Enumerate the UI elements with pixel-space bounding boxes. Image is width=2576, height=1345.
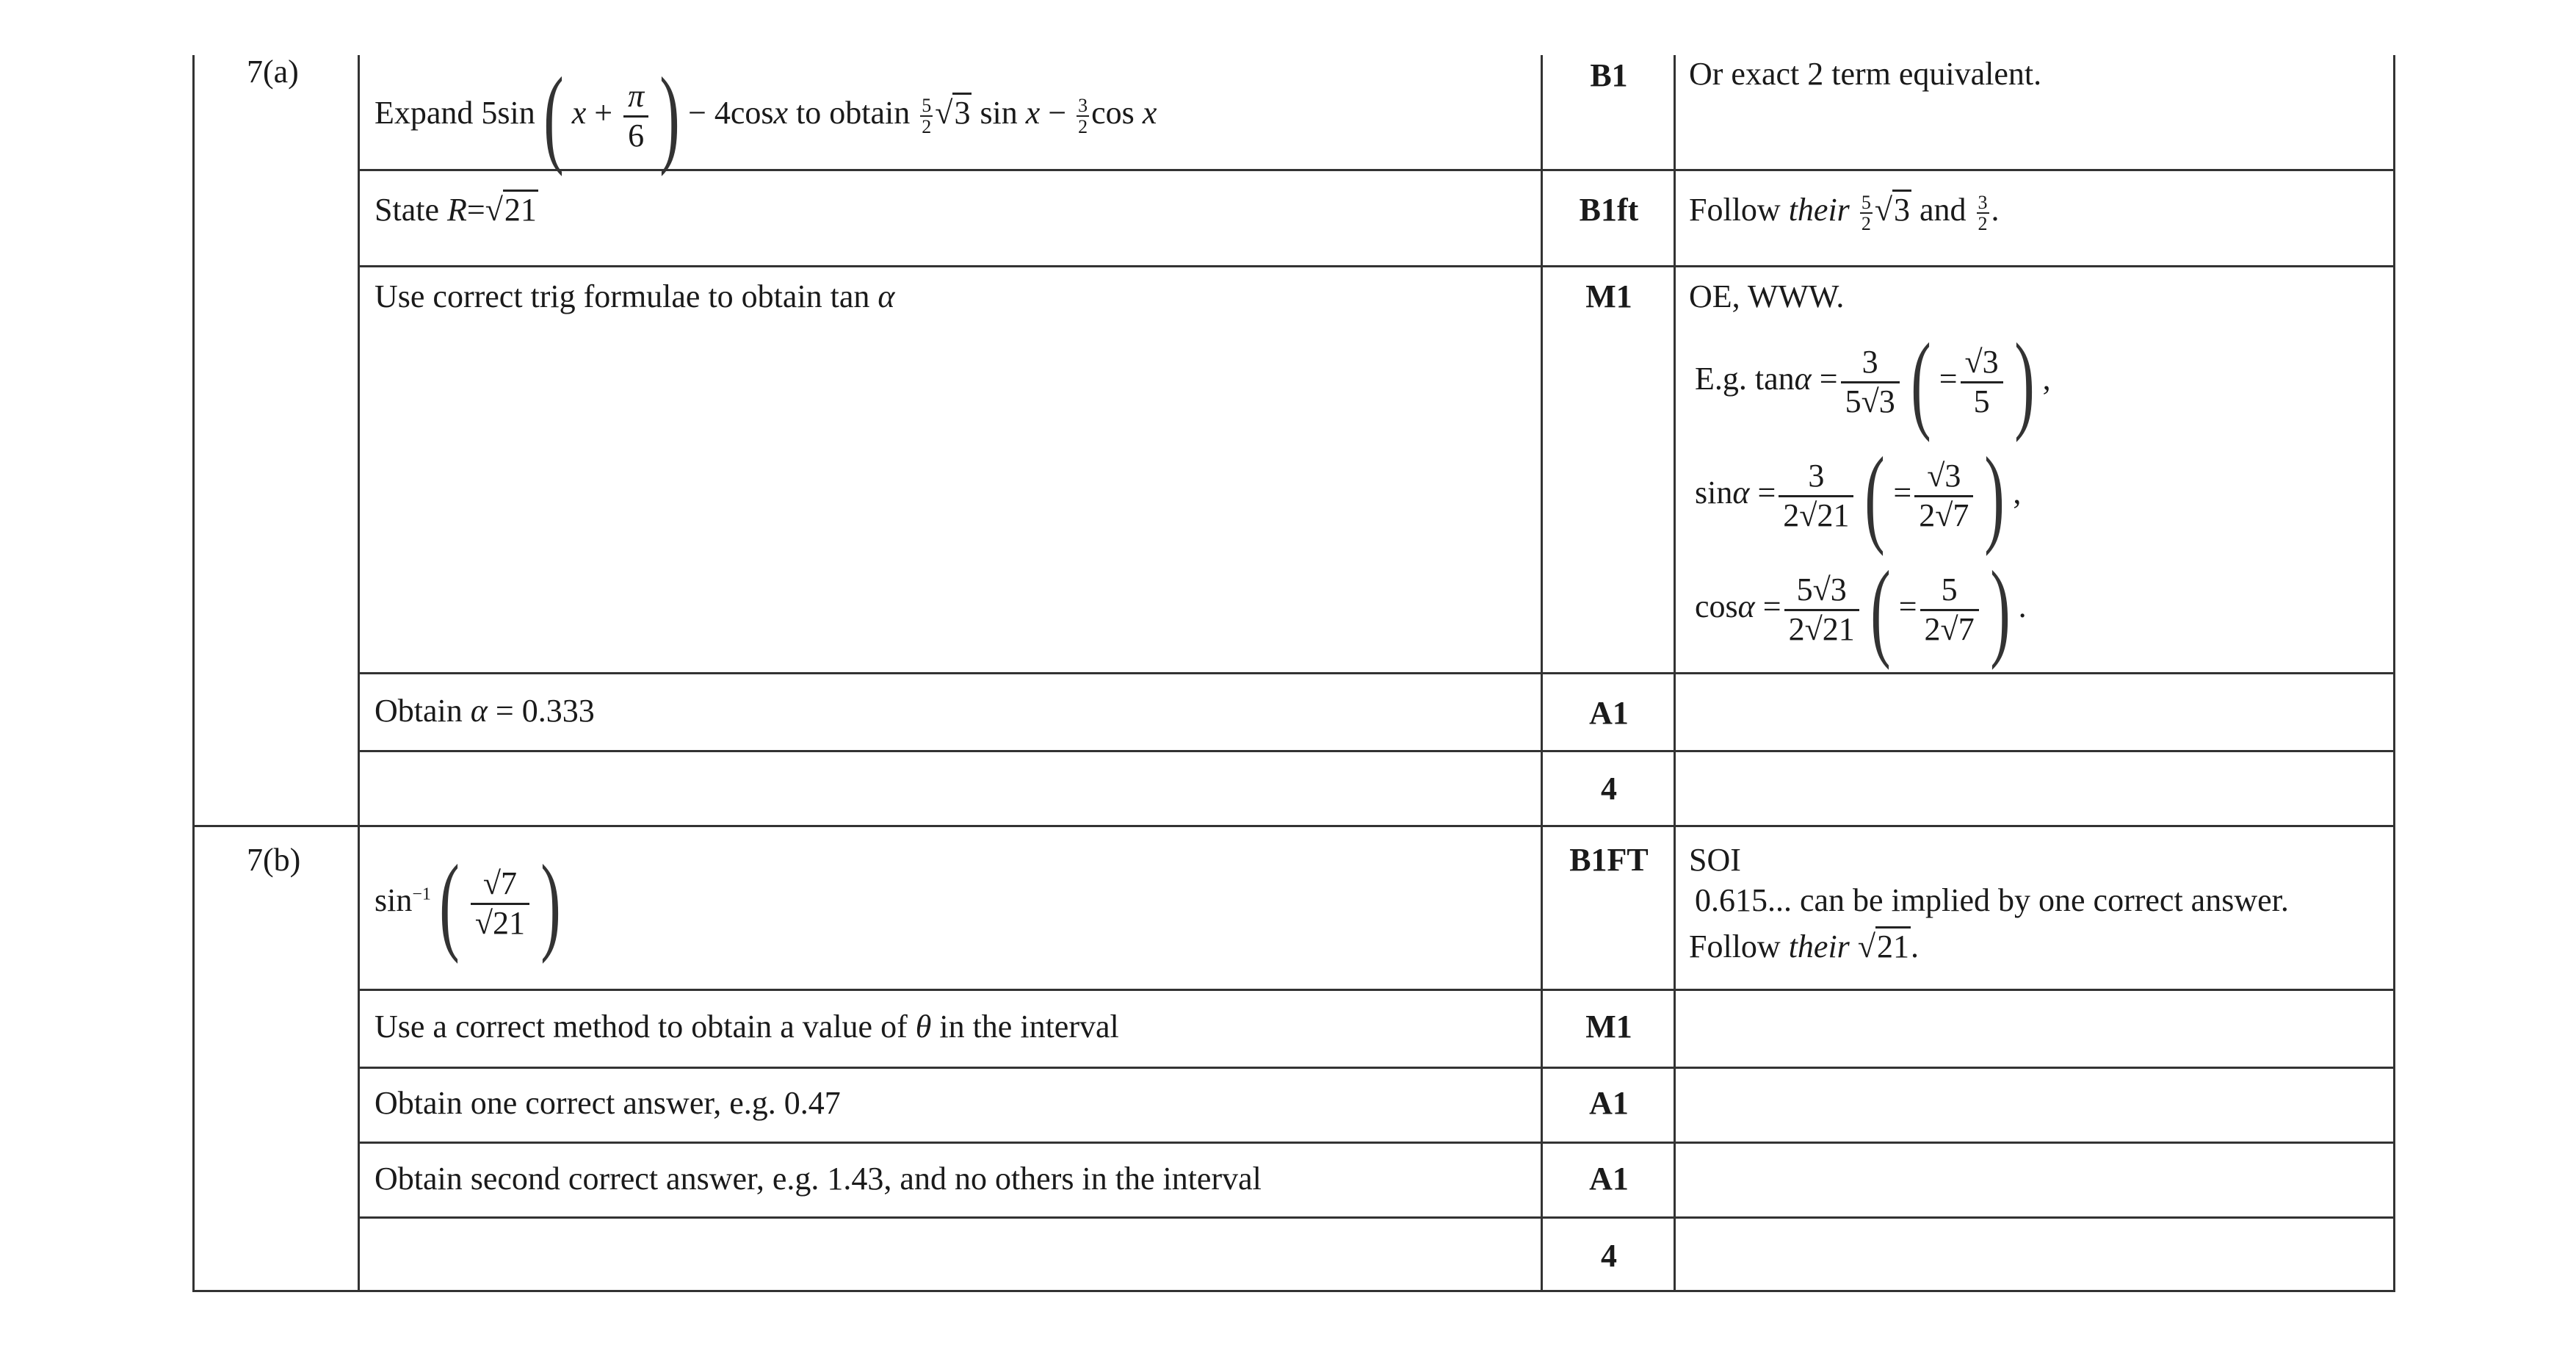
- mark-b1ft: B1ft: [1579, 192, 1639, 228]
- guidance-oe: OE, WWW.: [1689, 278, 1845, 314]
- guidance-follow: Follow their √21.: [1689, 928, 1919, 965]
- answer-second-correct: Obtain second correct answer, e.g. 1.43, and no others in the interval: [375, 1161, 1262, 1197]
- answer-method-theta: Use a correct method to obtain a value of θ in the interval: [375, 1009, 1119, 1045]
- question-number: 7(a): [247, 54, 299, 90]
- answer-arcsin: $\sin^{-1}$( $\frac{√7}{√21}$ ): [375, 843, 561, 964]
- guidance-sin: sinα = $\frac{3}{2√21}$ ( = $\frac{√3}{2√7}$ ) ,: [1695, 435, 2022, 557]
- guidance-implied: 0.615... can be implied by one correct answer.: [1695, 882, 2289, 918]
- guidance-cos: cosα = $\frac{5√3}{2√21}$ ( = $\frac{5}{2√7}$ ) .: [1695, 549, 2027, 671]
- answer-state-r: State R=√21: [375, 191, 538, 228]
- mark-a1: A1: [1589, 1161, 1629, 1197]
- row-divider: [358, 1216, 2395, 1219]
- answer-expand: Expand 5sin( x + $\frac{\pi}{6}$ ) − 4cosx to obtain $\frac{5}{2}$ √3 sin x − $\frac{3}{2}$ cos x: [375, 55, 1157, 177]
- answer-trig-formulae: Use correct trig formulae to obtain tan α: [375, 278, 895, 314]
- mark-total: 4: [1601, 1238, 1617, 1274]
- question-number: 7(b): [247, 842, 301, 878]
- mark-scheme-table: [192, 55, 2393, 1292]
- table-border-bottom: [192, 1290, 2395, 1292]
- answer-obtain-alpha: Obtain α = 0.333: [375, 693, 595, 729]
- row-divider: [358, 672, 2395, 674]
- row-divider: [358, 989, 2395, 991]
- question-divider: [192, 825, 2395, 827]
- mark-total: 4: [1601, 771, 1617, 807]
- guidance-soi: SOI: [1689, 842, 1741, 878]
- mark-a1: A1: [1589, 1085, 1629, 1121]
- row-divider: [358, 1067, 2395, 1069]
- mark-m1: M1: [1585, 1009, 1632, 1045]
- answer-first-correct: Obtain one correct answer, e.g. 0.47: [375, 1085, 841, 1121]
- table-border-left: [192, 55, 195, 1292]
- mark-b1: B1: [1590, 57, 1628, 93]
- row-divider: [358, 1142, 2395, 1144]
- guidance-tan: E.g. tanα = $\frac{3}{5√3}$ ( = $\frac{√3}{5}$ ) ,: [1695, 321, 2051, 443]
- mark-a1: A1: [1589, 695, 1629, 731]
- guidance-follow: Follow their $\frac{5}{2}$ √3 and $\frac{3}{2}$ .: [1689, 191, 2000, 234]
- row-divider: [358, 265, 2395, 267]
- guidance-exact: Or exact 2 term equivalent.: [1689, 56, 2042, 92]
- mark-m1: M1: [1585, 278, 1632, 314]
- row-divider: [358, 750, 2395, 752]
- mark-b1ft: B1FT: [1569, 842, 1649, 878]
